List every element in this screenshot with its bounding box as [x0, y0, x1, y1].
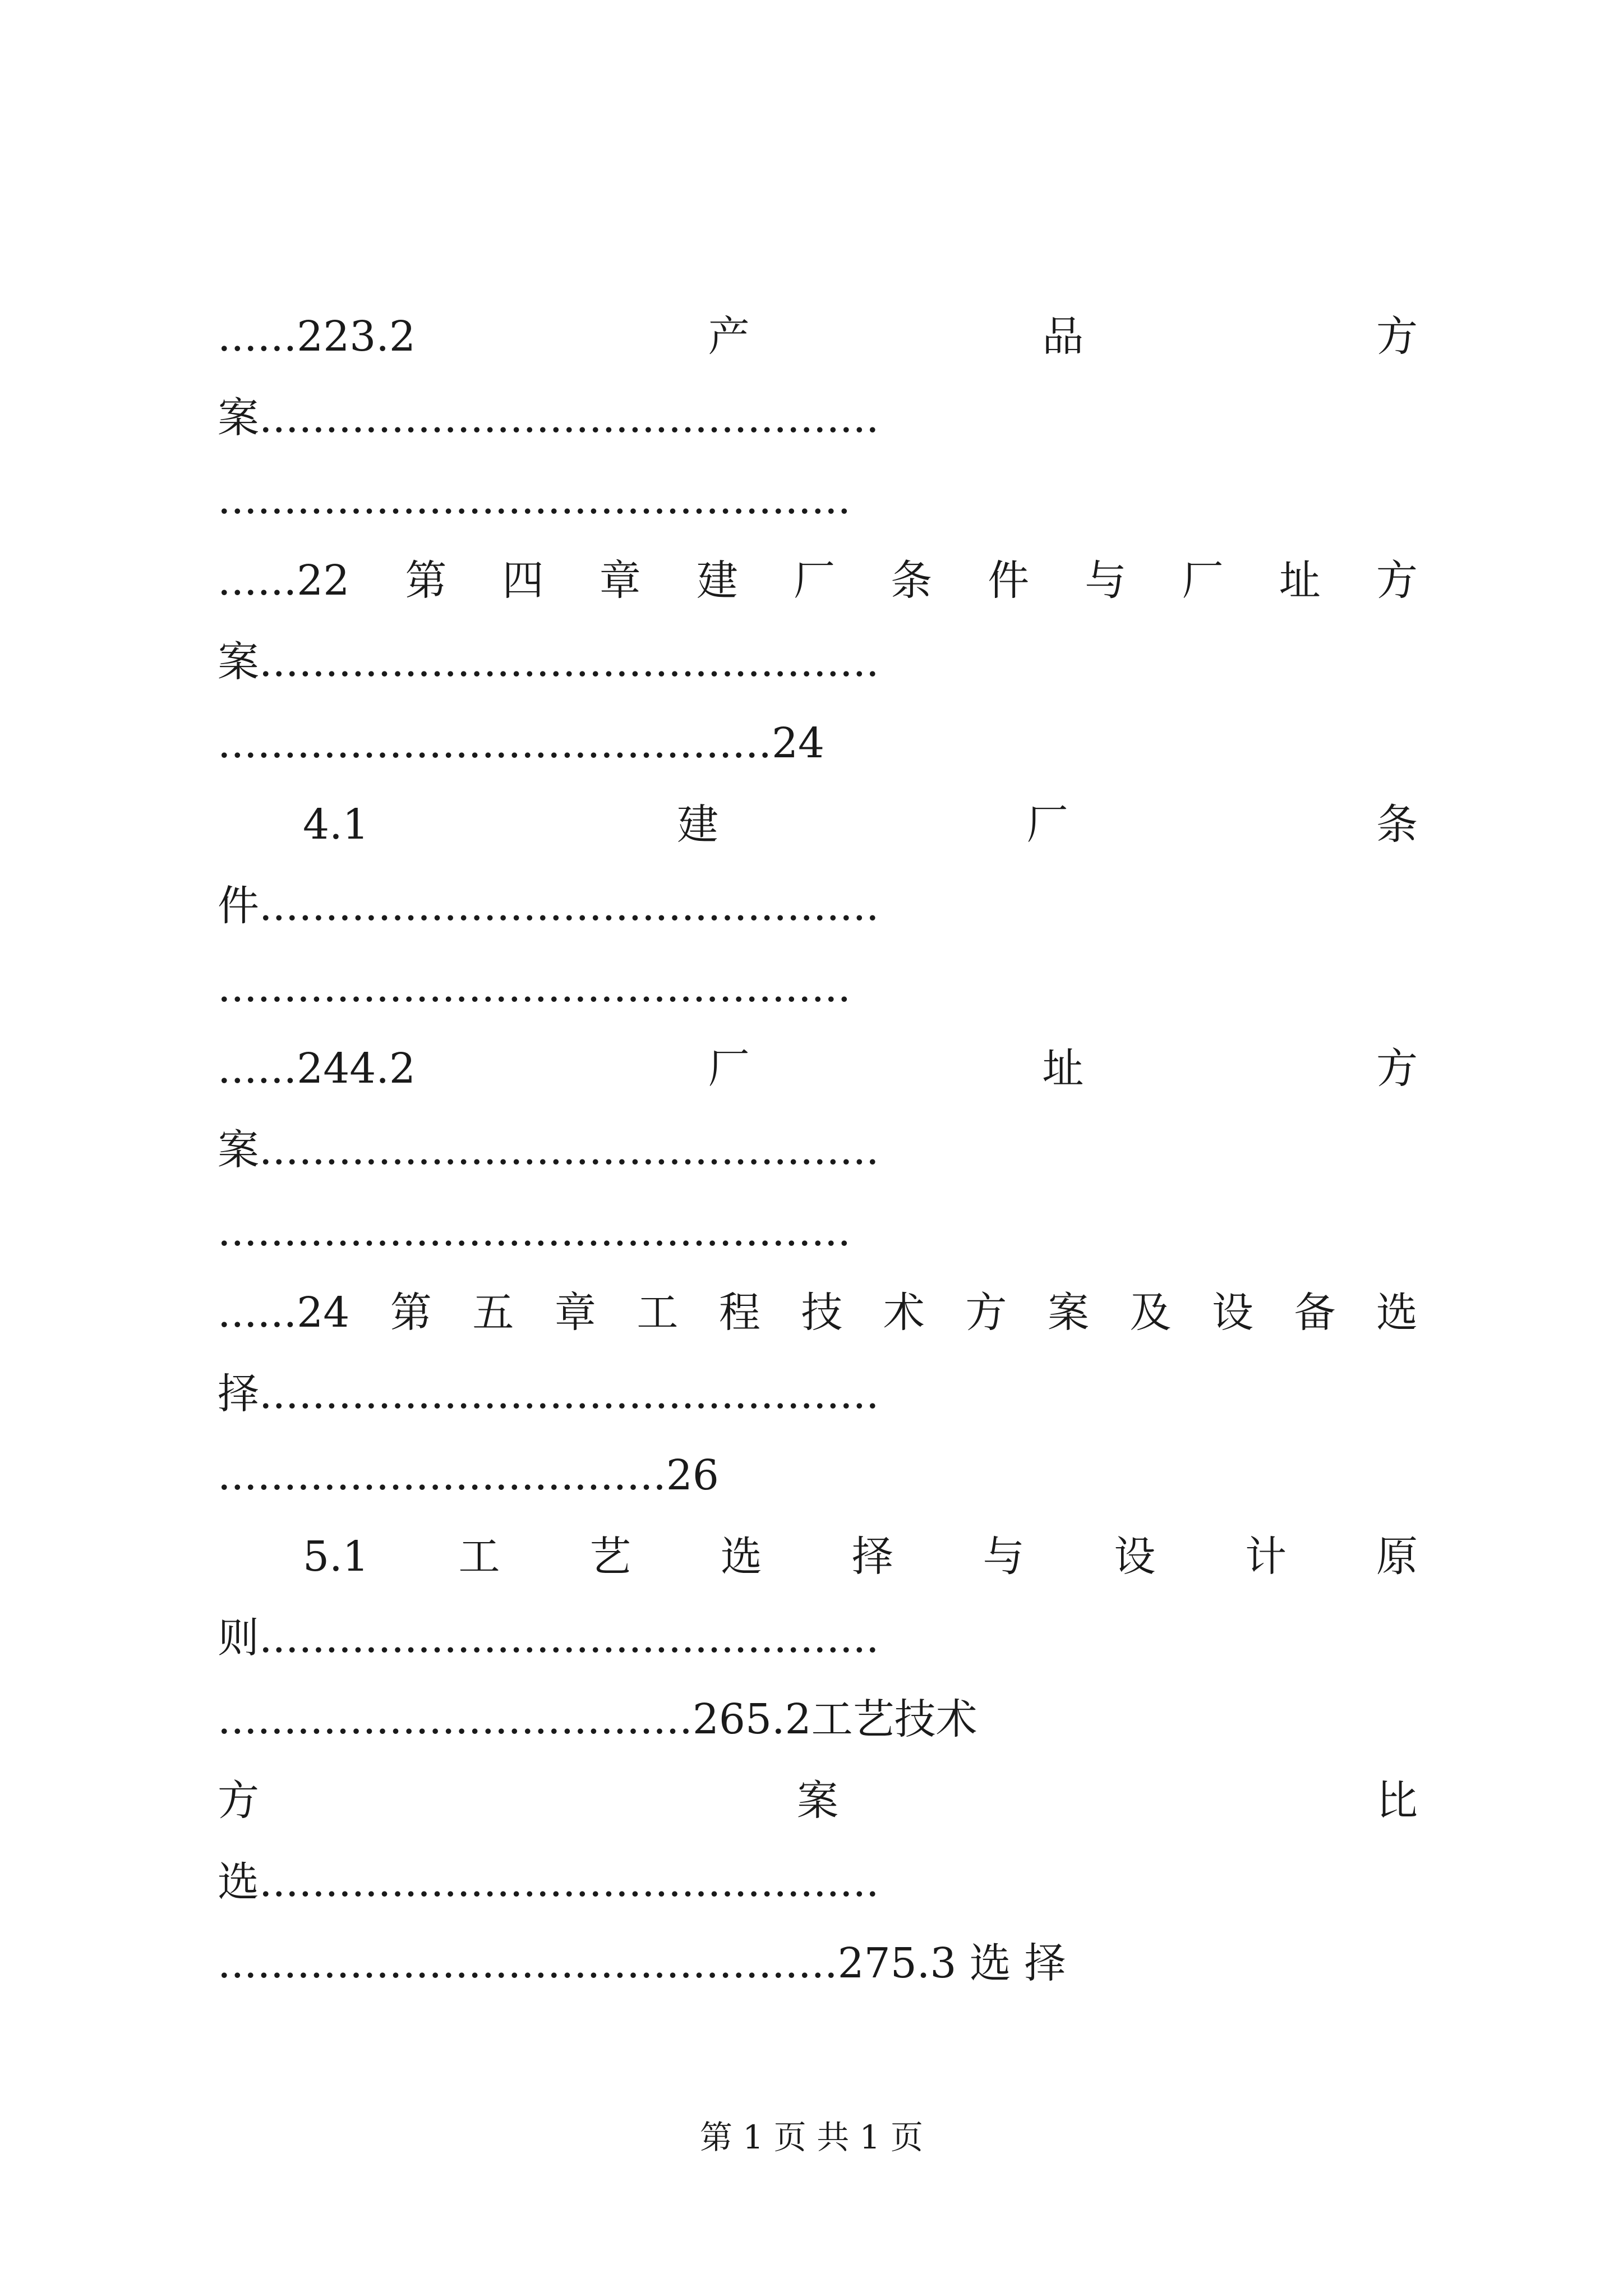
toc-page-number: 24: [771, 719, 825, 767]
toc-leader-dots: ...............................................: [259, 1126, 879, 1174]
toc-entry-char: 比: [1376, 1777, 1418, 1825]
toc-line-dots: [218, 875, 1418, 937]
toc-entry-char: 厂: [794, 556, 835, 605]
toc-entry-char: 及: [1129, 1289, 1172, 1337]
toc-line-section-4-1: [303, 794, 1418, 855]
toc-line-dots: [218, 1119, 1418, 1181]
toc-entry-char: 术: [883, 1289, 925, 1337]
toc-entry-char: 原: [1376, 1533, 1418, 1581]
toc-entry-char: 择: [851, 1533, 893, 1581]
toc-line-site-plan: [218, 1038, 1418, 1099]
toc-leader-dots: ...............................................: [218, 1939, 838, 1987]
toc-entry-char: 条: [1376, 800, 1418, 849]
toc-line-page-number: [218, 712, 1418, 774]
toc-entry-number: ......22: [218, 556, 350, 605]
toc-entry-char: 章: [554, 1289, 596, 1337]
toc-entry-char: 品: [1042, 312, 1084, 361]
page-footer: 第 1 页 共 1 页: [700, 2118, 923, 2156]
toc-line-section-5-3: [218, 1932, 1418, 1994]
toc-entry-char: 厂: [1182, 556, 1224, 605]
toc-entry-char: 五: [472, 1289, 514, 1337]
toc-leader-dots: ................................................: [218, 1207, 851, 1255]
toc-entry-char: 案: [218, 1126, 259, 1174]
toc-line-chapter-5: [218, 1282, 1418, 1343]
toc-line-section-5-2: [218, 1688, 1418, 1750]
toc-line-section-5-1: [303, 1526, 1418, 1588]
toc-entry-char: 方: [218, 1777, 259, 1825]
toc-entry-char: 设: [1211, 1289, 1253, 1337]
toc-line-dots: [218, 387, 1418, 449]
toc-entry-char: 选: [218, 1858, 259, 1906]
toc-entry-char: 建: [677, 800, 719, 849]
toc-entry-char: 选: [1376, 1289, 1418, 1337]
toc-line-product-plan: [218, 306, 1418, 367]
toc-entry-number: 4.1: [303, 800, 369, 849]
toc-entry-char: 方: [1376, 1045, 1418, 1093]
toc-entry-char: 择: [218, 1370, 259, 1418]
toc-entry-char: 技: [801, 1289, 843, 1337]
toc-entry-char: 工: [458, 1533, 500, 1581]
toc-entry-char: 建: [696, 556, 738, 605]
toc-line-dots: [218, 1851, 1418, 1913]
toc-entry-char: 工: [637, 1289, 679, 1337]
toc-entry-char: 则: [218, 1614, 259, 1662]
toc-leader-dots: ...............................................: [259, 1370, 879, 1418]
toc-entry-char: 厂: [708, 1045, 750, 1093]
toc-entry-number: 5.1: [303, 1533, 369, 1581]
toc-leader-dots: ..................................: [218, 1451, 666, 1499]
toc-leader-dots: ...............................................: [259, 638, 879, 686]
toc-entry-title: 275.3 选 择: [837, 1939, 1066, 1987]
toc-entry-char: 四: [502, 556, 544, 605]
toc-entry-char: 产: [708, 312, 750, 361]
toc-line-comparison: [218, 1770, 1418, 1832]
toc-entry-char: 址: [1279, 556, 1321, 605]
toc-entry-char: 案: [1047, 1289, 1089, 1337]
toc-entry-char: 方: [1376, 556, 1418, 605]
toc-entry-char: 第: [390, 1289, 432, 1337]
toc-line-dots: [218, 956, 1418, 1018]
toc-entry-char: 案: [218, 394, 259, 442]
toc-line-dots: [218, 1200, 1418, 1262]
toc-entry-char: 备: [1294, 1289, 1336, 1337]
toc-line-dots: [218, 468, 1418, 530]
toc-entry-char: 第: [405, 556, 447, 605]
toc-entry-char: 案: [218, 638, 259, 686]
toc-entry-char: 案: [797, 1777, 838, 1825]
toc-entry-char: 选: [721, 1533, 763, 1581]
toc-entry-number: ......244.2: [218, 1045, 416, 1093]
toc-entry-char: 设: [1114, 1533, 1156, 1581]
toc-leader-dots: ...............................................: [259, 882, 879, 930]
toc-entry-number: ......223.2: [218, 312, 416, 361]
toc-entry-title: 265.2工艺技术: [692, 1695, 978, 1743]
toc-entry-char: 址: [1042, 1045, 1084, 1093]
toc-line-dots: [218, 1607, 1418, 1669]
toc-entry-char: 件: [218, 882, 259, 930]
toc-line-dots: [218, 631, 1418, 693]
toc-leader-dots: ..........................................: [218, 719, 772, 767]
toc-leader-dots: ................................................: [218, 475, 851, 523]
toc-entry-char: 方: [965, 1289, 1007, 1337]
toc-leader-dots: ................................................: [218, 963, 851, 1011]
toc-entry-char: 与: [983, 1533, 1025, 1581]
toc-entry-char: 方: [1376, 312, 1418, 361]
toc-entry-char: 章: [599, 556, 641, 605]
toc-leader-dots: ...............................................: [259, 1614, 879, 1662]
toc-entry-char: 程: [718, 1289, 760, 1337]
toc-leader-dots: ...............................................: [259, 1858, 879, 1906]
toc-entry-char: 与: [1085, 556, 1127, 605]
toc-line-chapter-4: [218, 550, 1418, 611]
toc-line-page-number: [218, 1444, 1418, 1506]
toc-entry-char: 条: [891, 556, 933, 605]
toc-entry-char: 艺: [589, 1533, 631, 1581]
toc-entry-number: ......24: [218, 1289, 350, 1337]
toc-entry-char: 厂: [1026, 800, 1068, 849]
toc-entry-char: 计: [1245, 1533, 1287, 1581]
toc-leader-dots: ...............................................: [259, 394, 879, 442]
toc-leader-dots: ....................................: [218, 1695, 693, 1743]
toc-entry-char: 件: [988, 556, 1030, 605]
toc-line-dots: [218, 1363, 1418, 1425]
toc-page-number: 26: [666, 1451, 719, 1499]
